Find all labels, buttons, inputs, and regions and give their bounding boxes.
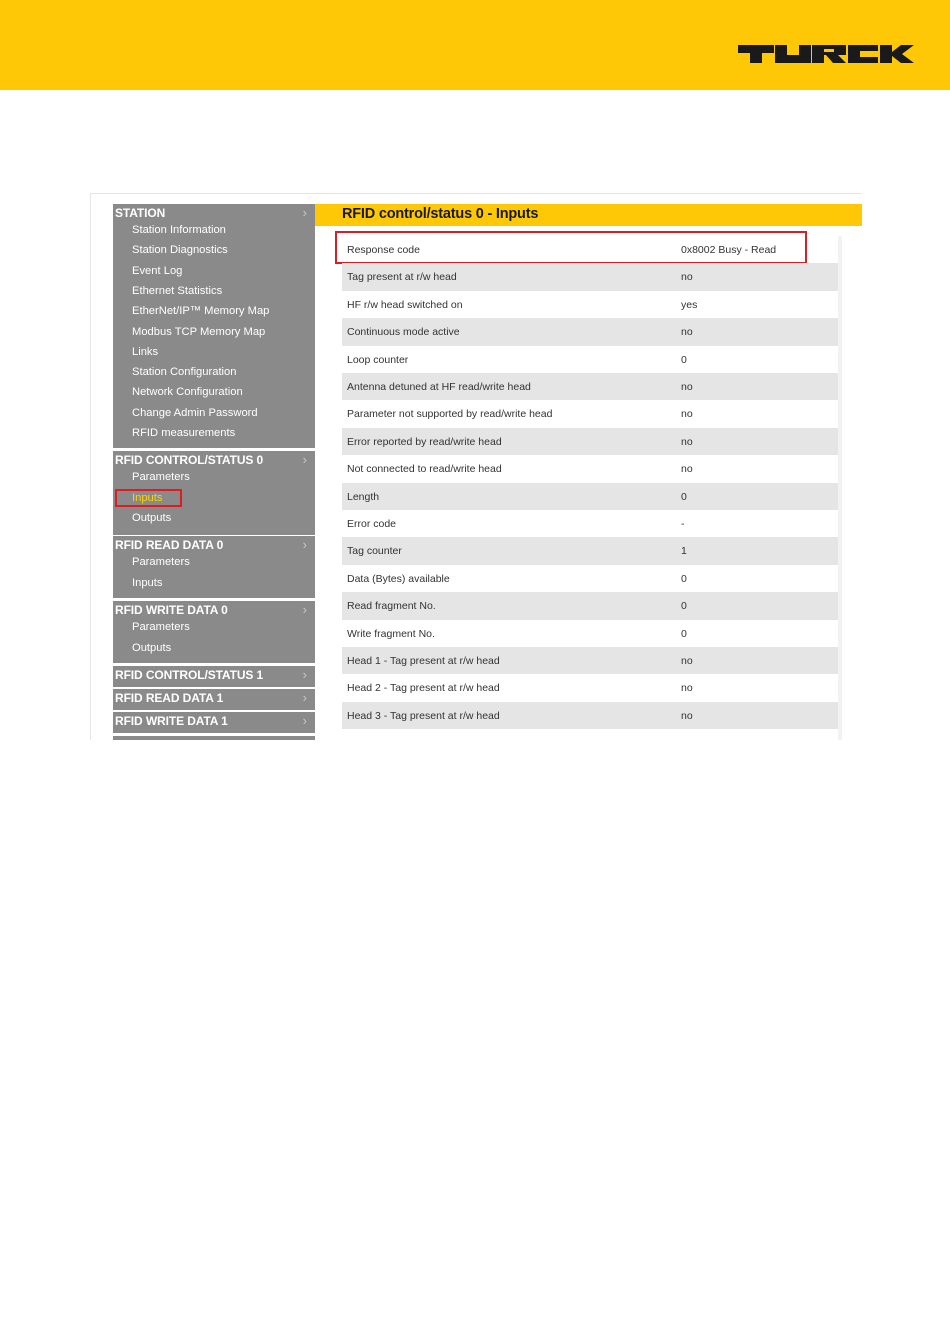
table-row [342, 263, 838, 290]
sidebar-item-change-admin-password[interactable]: Change Admin Password [132, 406, 258, 419]
table-row [342, 537, 838, 564]
scrollbar-track[interactable] [838, 236, 842, 740]
row-label: Error code [347, 518, 397, 530]
row-value: no [681, 408, 693, 421]
sidebar-group-title[interactable]: RFID READ DATA 1 [115, 691, 224, 705]
sidebar-group-title[interactable]: RFID WRITE DATA 0 [115, 603, 228, 617]
row-value: no [681, 271, 693, 284]
row-value: no [681, 463, 693, 476]
sidebar-item-parameters[interactable]: Parameters [132, 471, 190, 483]
sidebar-item-event-log[interactable]: Event Log [132, 264, 183, 277]
table-row [342, 455, 838, 482]
row-label: Data (Bytes) available [347, 572, 450, 585]
table-row [342, 236, 838, 263]
page-title: RFID control/status 0 - Inputs [342, 206, 539, 222]
highlight-frame-active-item [115, 489, 182, 507]
table-row [342, 510, 838, 537]
sidebar-item-ethernet-ip-memory-map[interactable]: EtherNet/IP™ Memory Map [132, 305, 270, 318]
table-row [342, 428, 838, 455]
main-header-bar [315, 204, 862, 226]
row-label: Loop counter [347, 353, 409, 366]
highlight-frame-response-code [335, 231, 807, 264]
inputs-table [342, 236, 842, 740]
row-label: Head 1 - Tag present at r/w head [347, 655, 500, 667]
sidebar-item-links[interactable]: Links [132, 345, 159, 358]
sidebar-item-inputs[interactable]: Inputs [132, 491, 163, 504]
table-row [342, 400, 838, 427]
row-label: Error reported by read/write head [347, 435, 502, 448]
table-row [342, 373, 838, 400]
main-panel [315, 204, 862, 740]
web-ui-screenshot [90, 193, 862, 740]
table-row [342, 291, 838, 318]
sidebar-item-station-information[interactable]: Station Information [132, 224, 226, 236]
row-value: 0 [681, 627, 687, 640]
row-value: no [681, 326, 693, 339]
sidebar-item-station-diagnostics[interactable]: Station Diagnostics [132, 244, 228, 257]
row-label: Continuous mode active [347, 326, 460, 339]
row-value: 0x8002 Busy - Read [681, 244, 777, 256]
sidebar-group-station [113, 204, 315, 448]
row-value: 0 [681, 572, 687, 585]
row-label: Response code [347, 244, 420, 256]
sidebar-group-rfid-control-status-0 [113, 451, 315, 535]
sidebar-navigation [113, 204, 315, 740]
chevron-right-icon[interactable]: › [302, 602, 307, 617]
row-value: 1 [681, 545, 687, 558]
sidebar-group-rfid-write-data-1 [113, 712, 315, 733]
row-value: no [681, 435, 693, 448]
row-label: Read fragment No. [347, 600, 436, 613]
table-row [342, 620, 838, 647]
table-row [342, 483, 838, 510]
row-value: no [681, 709, 693, 722]
sidebar-group-rfid-read-data-1 [113, 689, 315, 710]
sidebar-group-title[interactable]: RFID CONTROL/STATUS 1 [115, 668, 264, 682]
chevron-right-icon[interactable]: › [302, 690, 307, 705]
sidebar-item-ethernet-statistics[interactable]: Ethernet Statistics [132, 284, 223, 297]
row-label: HF r/w head switched on [347, 298, 463, 311]
row-label: Parameter not supported by read/write head [347, 408, 553, 421]
sidebar-item-outputs[interactable]: Outputs [132, 641, 172, 654]
turck-logo [738, 40, 914, 68]
row-value: 0 [681, 490, 687, 503]
sidebar-group-partial [113, 736, 315, 740]
sidebar-group-title[interactable]: RFID WRITE DATA 1 [115, 714, 228, 728]
row-label: Tag present at r/w head [347, 271, 457, 284]
chevron-right-icon[interactable]: › [302, 667, 307, 682]
chevron-right-icon[interactable]: › [302, 537, 307, 552]
row-label: Antenna detuned at HF read/write head [347, 381, 531, 393]
row-label: Tag counter [347, 545, 402, 558]
table-row [342, 318, 838, 345]
row-value: - [681, 518, 685, 530]
table-row [342, 346, 838, 373]
table-row [342, 702, 838, 729]
table-row [342, 592, 838, 619]
sidebar-group-rfid-read-data-0 [113, 536, 315, 598]
sidebar-item-inputs[interactable]: Inputs [132, 576, 163, 589]
sidebar-group-title[interactable]: RFID CONTROL/STATUS 0 [115, 453, 264, 467]
row-label: Length [347, 490, 380, 503]
row-label: Head 2 - Tag present at r/w head [347, 682, 500, 695]
row-value: yes [681, 298, 698, 311]
sidebar-item-network-configuration[interactable]: Network Configuration [132, 386, 243, 399]
sidebar-item-rfid-measurements[interactable]: RFID measurements [132, 427, 236, 439]
table-row [342, 674, 838, 701]
row-value: no [681, 381, 693, 393]
row-value: no [681, 655, 693, 667]
sidebar-item-outputs[interactable]: Outputs [132, 512, 172, 524]
chevron-right-icon[interactable]: › [302, 452, 307, 467]
sidebar-item-parameters[interactable]: Parameters [132, 556, 190, 568]
sidebar-group-title[interactable]: STATION [115, 206, 166, 220]
row-label: Not connected to read/write head [347, 463, 502, 476]
turck-logo-mark [738, 40, 914, 68]
row-label: Head 3 - Tag present at r/w head [347, 709, 500, 722]
sidebar-item-modbus-tcp-memory-map[interactable]: Modbus TCP Memory Map [132, 325, 266, 338]
sidebar-group-rfid-write-data-0 [113, 601, 315, 663]
sidebar-group-title[interactable]: RFID READ DATA 0 [115, 538, 224, 552]
row-value: no [681, 682, 693, 695]
row-value: 0 [681, 600, 687, 613]
sidebar-item-parameters[interactable]: Parameters [132, 621, 190, 633]
row-label: Write fragment No. [347, 627, 435, 640]
row-value: 0 [681, 353, 687, 366]
chevron-right-icon[interactable]: › [302, 205, 307, 220]
sidebar-group-rfid-control-status-1 [113, 666, 315, 687]
chevron-right-icon[interactable]: › [302, 713, 307, 728]
page-header-band [0, 0, 950, 90]
table-row [342, 647, 838, 674]
table-row [342, 565, 838, 592]
sidebar-item-station-configuration[interactable]: Station Configuration [132, 366, 237, 379]
